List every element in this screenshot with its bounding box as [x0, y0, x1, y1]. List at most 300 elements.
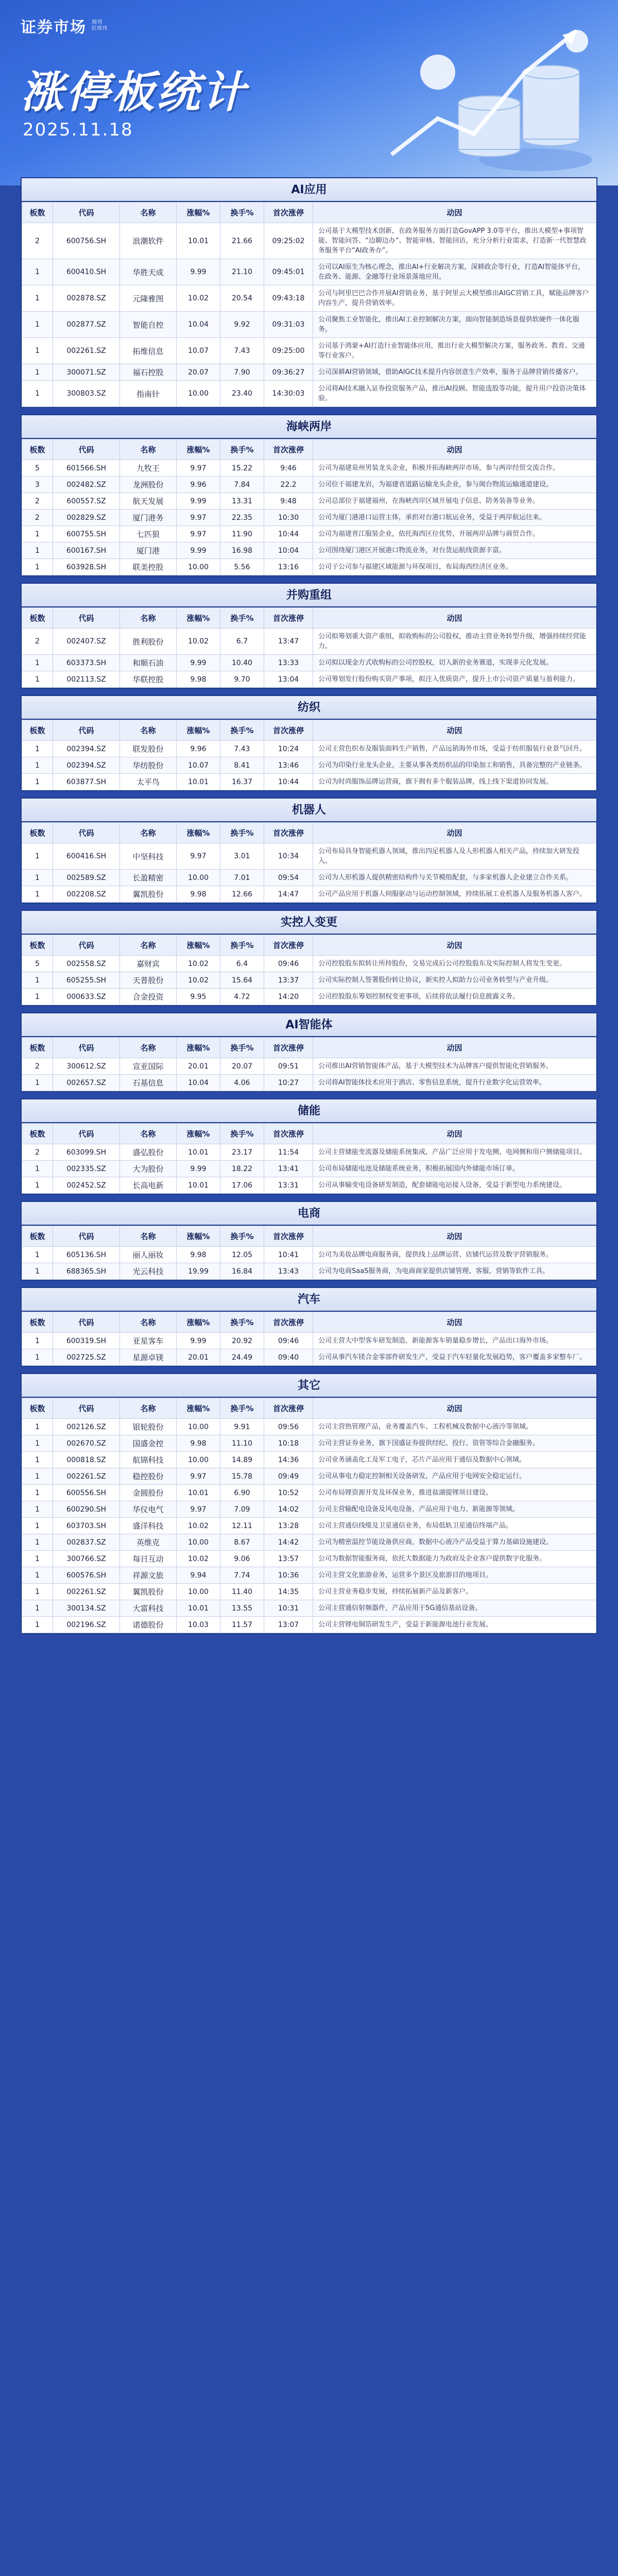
board-count: 1 — [22, 1551, 53, 1567]
table-header-row — [22, 823, 596, 843]
turnover-pct: 12.66 — [220, 886, 264, 903]
sections-container — [0, 177, 618, 1634]
board-count: 1 — [22, 1075, 53, 1091]
stock-code: 600319.SH — [53, 1333, 120, 1349]
reason-text: 公司拟筹划重大资产重组，拟收购标的公司股权，推动主营业务转型升级，增强持续经营能力。 — [313, 629, 596, 655]
turnover-pct: 11.40 — [220, 1584, 264, 1600]
stock-name: 指南针 — [120, 381, 177, 407]
reason-text: 公司为美妆品牌电商服务商，提供线上品牌运营、店铺代运营及数字营销服务。 — [313, 1247, 596, 1263]
reason-text: 公司推出AI营销智能体产品，基于大模型技术为品牌客户提供智能化营销服务。 — [313, 1058, 596, 1075]
column-header: 代码 — [53, 608, 120, 629]
table-header-row — [22, 1398, 596, 1419]
column-header: 动因 — [313, 439, 596, 460]
table-row — [22, 259, 596, 285]
column-header: 板数 — [22, 720, 53, 741]
brand-sub-line: 红周刊 — [92, 26, 107, 31]
first-limit-time: 09:40 — [264, 1349, 313, 1366]
turnover-pct: 21.66 — [220, 223, 264, 259]
change-pct: 10.00 — [177, 1584, 220, 1600]
change-pct: 10.01 — [177, 1600, 220, 1617]
table-row — [22, 381, 596, 407]
stock-code: 002407.SZ — [53, 629, 120, 655]
stock-code: 002878.SZ — [53, 285, 120, 312]
stock-table — [22, 1398, 596, 1633]
stock-name: 长高电新 — [120, 1177, 177, 1194]
reason-text: 公司主营文化旅游业务，运营多个景区及旅游目的地项目。 — [313, 1567, 596, 1584]
section — [21, 414, 597, 577]
stock-name: 亚星客车 — [120, 1333, 177, 1349]
stock-name: 华纺股份 — [120, 757, 177, 774]
column-header: 首次涨停 — [264, 1038, 313, 1058]
table-row — [22, 741, 596, 757]
column-header: 名称 — [120, 608, 177, 629]
first-limit-time: 14:30:03 — [264, 381, 313, 407]
column-header: 名称 — [120, 823, 177, 843]
change-pct: 9.99 — [177, 655, 220, 671]
board-count: 1 — [22, 671, 53, 688]
change-pct: 10.07 — [177, 757, 220, 774]
board-count: 1 — [22, 1435, 53, 1452]
reason-text: 公司控股股东筹划控制权变更事项，后续将依法履行信息披露义务。 — [313, 989, 596, 1005]
stock-code: 002670.SZ — [53, 1435, 120, 1452]
stock-name: 联美控股 — [120, 559, 177, 575]
first-limit-time: 10:44 — [264, 526, 313, 543]
change-pct: 10.04 — [177, 312, 220, 338]
reason-text: 公司主营色织布及服装面料生产销售，产品远销海外市场，受益于纺织服装行业景气回升。 — [313, 741, 596, 757]
table-row — [22, 1600, 596, 1617]
stock-table — [22, 1123, 596, 1194]
reason-text: 公司从事电力稳定控制相关设备研发，产品应用于电网安全稳定运行。 — [313, 1468, 596, 1485]
table-header-row — [22, 935, 596, 956]
table-row — [22, 1161, 596, 1177]
table-row — [22, 493, 596, 510]
column-header: 名称 — [120, 935, 177, 956]
turnover-pct: 23.17 — [220, 1144, 264, 1161]
table-row — [22, 1485, 596, 1501]
change-pct: 10.02 — [177, 956, 220, 972]
stock-name: 厦门港 — [120, 543, 177, 559]
column-header: 代码 — [53, 1124, 120, 1144]
table-row — [22, 1058, 596, 1075]
column-header: 首次涨停 — [264, 608, 313, 629]
reason-text: 公司拟以现金方式收购标的公司控股权，切入新的业务赛道，实现多元化发展。 — [313, 655, 596, 671]
reason-text: 公司从事汽车镁合金零部件研发生产，受益于汽车轻量化发展趋势，客户覆盖多家整车厂。 — [313, 1349, 596, 1366]
stock-code: 002837.SZ — [53, 1534, 120, 1551]
stock-name: 拓维信息 — [120, 338, 177, 364]
table-row — [22, 1617, 596, 1633]
change-pct: 10.01 — [177, 1177, 220, 1194]
first-limit-time: 10:30 — [264, 510, 313, 526]
change-pct: 10.04 — [177, 1075, 220, 1091]
table-header-row — [22, 202, 596, 223]
column-header: 涨幅% — [177, 1312, 220, 1333]
column-header: 动因 — [313, 1312, 596, 1333]
stock-name: 龙洲股份 — [120, 477, 177, 493]
column-header: 代码 — [53, 823, 120, 843]
stock-name: 翼凯股份 — [120, 886, 177, 903]
board-count: 1 — [22, 989, 53, 1005]
stock-code: 600167.SH — [53, 543, 120, 559]
stock-table — [22, 822, 596, 903]
board-count: 1 — [22, 1518, 53, 1534]
turnover-pct: 23.40 — [220, 381, 264, 407]
first-limit-time: 10:52 — [264, 1485, 313, 1501]
reason-text: 公司为人形机器人提供精密结构件与关节模组配套，与多家机器人企业建立合作关系。 — [313, 870, 596, 886]
section — [21, 583, 597, 689]
section-title: AI智能体 — [22, 1013, 596, 1037]
turnover-pct: 9.06 — [220, 1551, 264, 1567]
column-header: 首次涨停 — [264, 439, 313, 460]
change-pct: 9.98 — [177, 1435, 220, 1452]
turnover-pct: 3.01 — [220, 843, 264, 870]
section-title: 电商 — [22, 1202, 596, 1226]
column-header: 代码 — [53, 202, 120, 223]
turnover-pct: 6.7 — [220, 629, 264, 655]
reason-text: 公司布局锂资源开发及环保业务，推进盐湖提锂项目建设。 — [313, 1485, 596, 1501]
stock-code: 605255.SH — [53, 972, 120, 989]
section — [21, 1201, 597, 1281]
stock-name: 光云科技 — [120, 1263, 177, 1280]
turnover-pct: 7.01 — [220, 870, 264, 886]
reason-text: 公司主营储能变流器及储能系统集成，产品广泛应用于发电侧、电网侧和用户侧储能项目。 — [313, 1144, 596, 1161]
column-header: 板数 — [22, 935, 53, 956]
table-header-row — [22, 1038, 596, 1058]
column-header: 代码 — [53, 1038, 120, 1058]
column-header: 板数 — [22, 823, 53, 843]
turnover-pct: 20.07 — [220, 1058, 264, 1075]
board-count: 1 — [22, 870, 53, 886]
table-row — [22, 460, 596, 477]
column-header: 动因 — [313, 1038, 596, 1058]
change-pct: 9.94 — [177, 1567, 220, 1584]
turnover-pct: 15.22 — [220, 460, 264, 477]
reason-text: 公司位于福建龙岩，为福建省道路运输龙头企业，参与闽台物流运输通道建设。 — [313, 477, 596, 493]
section-title: 机器人 — [22, 799, 596, 822]
turnover-pct: 24.49 — [220, 1349, 264, 1366]
board-count: 1 — [22, 1161, 53, 1177]
turnover-pct: 7.84 — [220, 477, 264, 493]
column-header: 换手% — [220, 1398, 264, 1419]
change-pct: 10.01 — [177, 774, 220, 790]
stock-table — [22, 202, 596, 407]
stock-table — [22, 935, 596, 1005]
first-limit-time: 13:43 — [264, 1263, 313, 1280]
table-row — [22, 1501, 596, 1518]
reason-text: 公司为数据智能服务商，依托大数据能力为政府及企业客户提供数字化服务。 — [313, 1551, 596, 1567]
turnover-pct: 9.70 — [220, 671, 264, 688]
stock-name: 厦门港务 — [120, 510, 177, 526]
section-title: 并购重组 — [22, 584, 596, 607]
stock-code: 600416.SH — [53, 843, 120, 870]
reason-text: 公司主营证券业务，旗下国盛证券提供经纪、投行、资管等综合金融服务。 — [313, 1435, 596, 1452]
stock-name: 中坚科技 — [120, 843, 177, 870]
turnover-pct: 16.37 — [220, 774, 264, 790]
turnover-pct: 16.84 — [220, 1263, 264, 1280]
first-limit-time: 14:20 — [264, 989, 313, 1005]
brand — [21, 14, 107, 37]
first-limit-time: 14:47 — [264, 886, 313, 903]
board-count: 2 — [22, 1058, 53, 1075]
stock-name: 元隆雅图 — [120, 285, 177, 312]
column-header: 名称 — [120, 1312, 177, 1333]
table-row — [22, 629, 596, 655]
first-limit-time: 10:34 — [264, 843, 313, 870]
table-row — [22, 1551, 596, 1567]
first-limit-time: 13:07 — [264, 1617, 313, 1633]
column-header: 动因 — [313, 1226, 596, 1247]
column-header: 涨幅% — [177, 439, 220, 460]
stock-name: 智能自控 — [120, 312, 177, 338]
column-header: 涨幅% — [177, 1038, 220, 1058]
turnover-pct: 7.43 — [220, 338, 264, 364]
reason-text: 公司布局具身智能机器人领域，推出四足机器人及人形机器人相关产品，持续加大研发投入。 — [313, 843, 596, 870]
column-header: 首次涨停 — [264, 202, 313, 223]
table-row — [22, 1435, 596, 1452]
header — [0, 0, 618, 185]
change-pct: 9.99 — [177, 259, 220, 285]
table-row — [22, 774, 596, 790]
stock-code: 600755.SH — [53, 526, 120, 543]
table-row — [22, 757, 596, 774]
change-pct: 9.98 — [177, 1247, 220, 1263]
reason-text: 公司筹划发行股份购买资产事项，拟注入优质资产，提升上市公司资产质量与盈利能力。 — [313, 671, 596, 688]
column-header: 换手% — [220, 1124, 264, 1144]
stock-name: 华仪电气 — [120, 1501, 177, 1518]
first-limit-time: 9:48 — [264, 493, 313, 510]
column-header: 板数 — [22, 608, 53, 629]
stock-name: 七匹狼 — [120, 526, 177, 543]
reason-text: 公司以AI原生为核心理念，推出AI+行业解决方案，深耕政企等行业，打造AI智能体平台，在政务、能源、金融等行业场景落地应用。 — [313, 259, 596, 285]
column-header: 首次涨停 — [264, 935, 313, 956]
turnover-pct: 9.91 — [220, 1419, 264, 1435]
column-header: 板数 — [22, 1038, 53, 1058]
column-header: 板数 — [22, 1312, 53, 1333]
stock-table — [22, 1037, 596, 1091]
stock-code: 002877.SZ — [53, 312, 120, 338]
turnover-pct: 8.67 — [220, 1534, 264, 1551]
table-row — [22, 655, 596, 671]
stock-name: 宣亚国际 — [120, 1058, 177, 1075]
stock-name: 翼凯股份 — [120, 1584, 177, 1600]
stock-name: 华联控股 — [120, 671, 177, 688]
stock-name: 联发股份 — [120, 741, 177, 757]
section-title: 汽车 — [22, 1288, 596, 1312]
column-header: 名称 — [120, 1226, 177, 1247]
first-limit-time: 10:04 — [264, 543, 313, 559]
table-row — [22, 1419, 596, 1435]
turnover-pct: 15.78 — [220, 1468, 264, 1485]
column-header: 动因 — [313, 823, 596, 843]
turnover-pct: 8.41 — [220, 757, 264, 774]
column-header: 板数 — [22, 439, 53, 460]
change-pct: 9.99 — [177, 493, 220, 510]
section-title: 实控人变更 — [22, 911, 596, 935]
board-count: 1 — [22, 1263, 53, 1280]
stock-table — [22, 1312, 596, 1366]
first-limit-time: 13:46 — [264, 757, 313, 774]
table-row — [22, 285, 596, 312]
board-count: 1 — [22, 1567, 53, 1584]
first-limit-time: 13:16 — [264, 559, 313, 575]
table-row — [22, 1144, 596, 1161]
column-header: 涨幅% — [177, 608, 220, 629]
table-row — [22, 1567, 596, 1584]
reason-text: 公司与阿里巴巴合作开展AI营销业务，基于阿里云大模型推出AIGC营销工具，赋能品牌客户内容生产，提升营销效率。 — [313, 285, 596, 312]
first-limit-time: 09:49 — [264, 1468, 313, 1485]
change-pct: 10.00 — [177, 381, 220, 407]
turnover-pct: 18.22 — [220, 1161, 264, 1177]
table-row — [22, 886, 596, 903]
turnover-pct: 6.90 — [220, 1485, 264, 1501]
reason-text: 公司将AI智能体技术应用于酒店、零售信息系统，提升行业数字化运营效率。 — [313, 1075, 596, 1091]
reason-text: 公司基于大模型技术创新，在政务服务方面打造GovAPP 3.0等平台，推出大模型+事项智能、智能问答、“边聊边办”、智能审核、智能回访，充分分析行业需求，打造新一代智慧政务服务平台“AI政务办”。 — [313, 223, 596, 259]
section — [21, 1373, 597, 1634]
reason-text: 公司主营大中型客车研发制造，新能源客车销量稳步增长，产品出口海外市场。 — [313, 1333, 596, 1349]
first-limit-time: 13:31 — [264, 1177, 313, 1194]
stock-code: 002482.SZ — [53, 477, 120, 493]
stock-code: 600576.SH — [53, 1567, 120, 1584]
board-count: 3 — [22, 477, 53, 493]
board-count: 1 — [22, 259, 53, 285]
table-row — [22, 1468, 596, 1485]
column-header: 名称 — [120, 1124, 177, 1144]
board-count: 1 — [22, 1600, 53, 1617]
column-header: 动因 — [313, 1398, 596, 1419]
column-header: 换手% — [220, 1038, 264, 1058]
stock-code: 300071.SZ — [53, 364, 120, 381]
table-header-row — [22, 439, 596, 460]
reason-text: 公司控股股东拟转让所持股份，交易完成后公司控股股东及实际控制人将发生变更。 — [313, 956, 596, 972]
stock-code: 002589.SZ — [53, 870, 120, 886]
column-header: 动因 — [313, 608, 596, 629]
turnover-pct: 14.89 — [220, 1452, 264, 1468]
stock-name: 祥源文旅 — [120, 1567, 177, 1584]
reason-text: 公司将AI技术融入证券投资服务产品，推出AI投顾、智能选股等功能，提升用户投资决策体验。 — [313, 381, 596, 407]
stock-name: 金圆股份 — [120, 1485, 177, 1501]
reason-text: 公司聚焦工业智能化，推出AI工业控制解决方案，面向智能制造场景提供软硬件一体化服务。 — [313, 312, 596, 338]
section-title: 其它 — [22, 1374, 596, 1398]
stock-code: 000633.SZ — [53, 989, 120, 1005]
first-limit-time: 10:44 — [264, 774, 313, 790]
stock-code: 002335.SZ — [53, 1161, 120, 1177]
turnover-pct: 16.98 — [220, 543, 264, 559]
board-count: 1 — [22, 843, 53, 870]
stock-name: 丽人丽妆 — [120, 1247, 177, 1263]
first-limit-time: 09:25:00 — [264, 338, 313, 364]
board-count: 1 — [22, 543, 53, 559]
column-header: 名称 — [120, 1038, 177, 1058]
stock-name: 英维克 — [120, 1534, 177, 1551]
column-header: 名称 — [120, 720, 177, 741]
table-row — [22, 364, 596, 381]
coins-decoration-icon — [360, 10, 597, 180]
page-title: 涨停板统计 — [21, 67, 248, 117]
board-count: 1 — [22, 526, 53, 543]
column-header: 换手% — [220, 823, 264, 843]
board-count: 1 — [22, 1419, 53, 1435]
reason-text: 公司为福建泉州男装龙头企业，积极开拓海峡两岸市场，参与两岸经贸交流合作。 — [313, 460, 596, 477]
change-pct: 9.97 — [177, 1468, 220, 1485]
table-row — [22, 510, 596, 526]
stock-name: 太平鸟 — [120, 774, 177, 790]
column-header: 换手% — [220, 439, 264, 460]
turnover-pct: 12.05 — [220, 1247, 264, 1263]
reason-text: 公司主营通信线缆及卫星通信业务，布局低轨卫星通信终端产品。 — [313, 1518, 596, 1534]
first-limit-time: 10:41 — [264, 1247, 313, 1263]
stock-code: 002113.SZ — [53, 671, 120, 688]
stock-code: 603099.SH — [53, 1144, 120, 1161]
stock-name: 和顺石油 — [120, 655, 177, 671]
reason-text: 公司为厦门港港口运营主体，承担对台港口航运业务，受益于两岸航运往来。 — [313, 510, 596, 526]
brand-sub — [92, 20, 107, 32]
table-row — [22, 1518, 596, 1534]
column-header: 首次涨停 — [264, 1124, 313, 1144]
stock-name: 银轮股份 — [120, 1419, 177, 1435]
stock-table — [22, 720, 596, 790]
stock-name: 浪潮软件 — [120, 223, 177, 259]
stock-code: 300803.SZ — [53, 381, 120, 407]
reason-text: 公司主营业务稳步发展，持续拓展新产品及新客户。 — [313, 1584, 596, 1600]
board-count: 1 — [22, 312, 53, 338]
first-limit-time: 09:31:03 — [264, 312, 313, 338]
stock-code: 002394.SZ — [53, 741, 120, 757]
column-header: 板数 — [22, 202, 53, 223]
table-row — [22, 972, 596, 989]
stock-name: 诺德股份 — [120, 1617, 177, 1633]
column-header: 涨幅% — [177, 720, 220, 741]
column-header: 涨幅% — [177, 202, 220, 223]
turnover-pct: 5.56 — [220, 559, 264, 575]
table-row — [22, 223, 596, 259]
board-count: 1 — [22, 1485, 53, 1501]
stock-code: 603373.SH — [53, 655, 120, 671]
section — [21, 1287, 597, 1367]
change-pct: 20.07 — [177, 364, 220, 381]
report-date: 2025.11.18 — [23, 120, 133, 140]
board-count: 1 — [22, 381, 53, 407]
column-header: 动因 — [313, 1124, 596, 1144]
change-pct: 9.97 — [177, 510, 220, 526]
reason-text: 公司基于鸿蒙+AI打造行业智能体应用，推出行业大模型解决方案，服务政务、教育、交通等行业客户。 — [313, 338, 596, 364]
column-header: 名称 — [120, 202, 177, 223]
column-header: 换手% — [220, 935, 264, 956]
stock-code: 002725.SZ — [53, 1349, 120, 1366]
turnover-pct: 7.09 — [220, 1501, 264, 1518]
column-header: 板数 — [22, 1124, 53, 1144]
table-row — [22, 1263, 596, 1280]
column-header: 动因 — [313, 720, 596, 741]
change-pct: 9.99 — [177, 1333, 220, 1349]
column-header: 代码 — [53, 439, 120, 460]
table-row — [22, 671, 596, 688]
stock-code: 600410.SH — [53, 259, 120, 285]
change-pct: 9.99 — [177, 543, 220, 559]
column-header: 涨幅% — [177, 1398, 220, 1419]
column-header: 首次涨停 — [264, 1398, 313, 1419]
change-pct: 20.01 — [177, 1349, 220, 1366]
board-count: 1 — [22, 655, 53, 671]
board-count: 2 — [22, 1144, 53, 1161]
column-header: 换手% — [220, 608, 264, 629]
first-limit-time: 10:27 — [264, 1075, 313, 1091]
reason-text: 公司围绕厦门港区开展港口物流业务，对台货运航线资源丰富。 — [313, 543, 596, 559]
first-limit-time: 09:43:18 — [264, 285, 313, 312]
table-row — [22, 1247, 596, 1263]
change-pct: 10.02 — [177, 972, 220, 989]
section — [21, 910, 597, 1006]
brand-name: 证券市场 — [21, 19, 87, 37]
first-limit-time: 13:33 — [264, 655, 313, 671]
